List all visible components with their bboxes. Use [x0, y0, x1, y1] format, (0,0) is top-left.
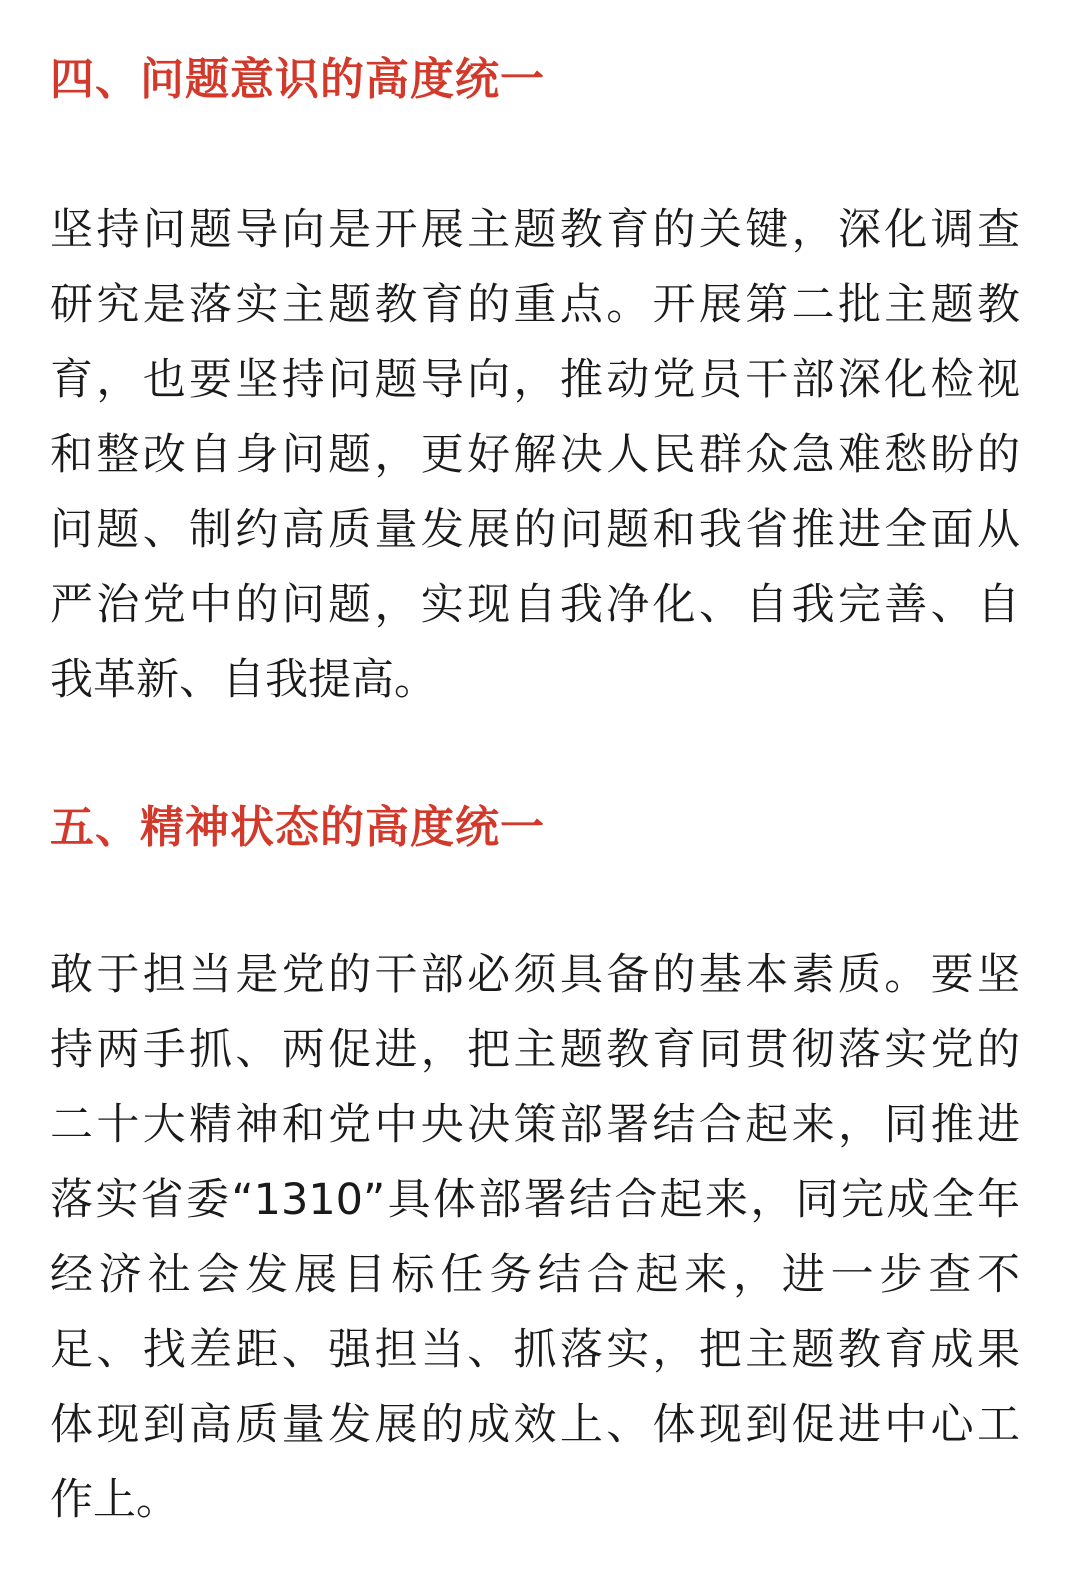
- paragraph-line: 问题、制约高质量发展的问题和我省推进全面从: [50, 505, 1020, 555]
- paragraph-line: 足、找差距、强担当、抓落实，把主题教育成果: [50, 1325, 1020, 1375]
- paragraph-line: 二十大精神和党中央决策部署结合起来，同推进: [50, 1100, 1020, 1150]
- section-paragraph-4: [50, 193, 1020, 718]
- section-heading-5: 五、精神状态的高度统一: [50, 802, 545, 853]
- paragraph-line: 敢于担当是党的干部必须具备的基本素质。要坚: [50, 950, 1020, 1000]
- paragraph-line: 育，也要坚持问题导向，推动党员干部深化检视: [50, 355, 1020, 405]
- paragraph-line: 我革新、自我提高。: [50, 655, 437, 705]
- paragraph-line: 经济社会发展目标任务结合起来，进一步查不: [50, 1250, 1020, 1300]
- paragraph-line: 研究是落实主题教育的重点。开展第二批主题教: [50, 280, 1020, 330]
- paragraph-line: 和整改自身问题，更好解决人民群众急难愁盼的: [50, 430, 1020, 480]
- section-paragraph-5: [50, 938, 1020, 1538]
- paragraph-line: 坚持问题导向是开展主题教育的关键，深化调查: [50, 205, 1020, 255]
- paragraph-line: 严治党中的问题，实现自我净化、自我完善、自: [50, 580, 1020, 630]
- paragraph-line: 作上。: [50, 1475, 179, 1525]
- paragraph-line: 体现到高质量发展的成效上、体现到促进中心工: [50, 1400, 1020, 1450]
- paragraph-line: 持两手抓、两促进，把主题教育同贯彻落实党的: [50, 1025, 1020, 1075]
- paragraph-line: 落实省委“1310”具体部署结合起来，同完成全年: [50, 1175, 1020, 1225]
- section-heading-4: 四、问题意识的高度统一: [50, 54, 545, 105]
